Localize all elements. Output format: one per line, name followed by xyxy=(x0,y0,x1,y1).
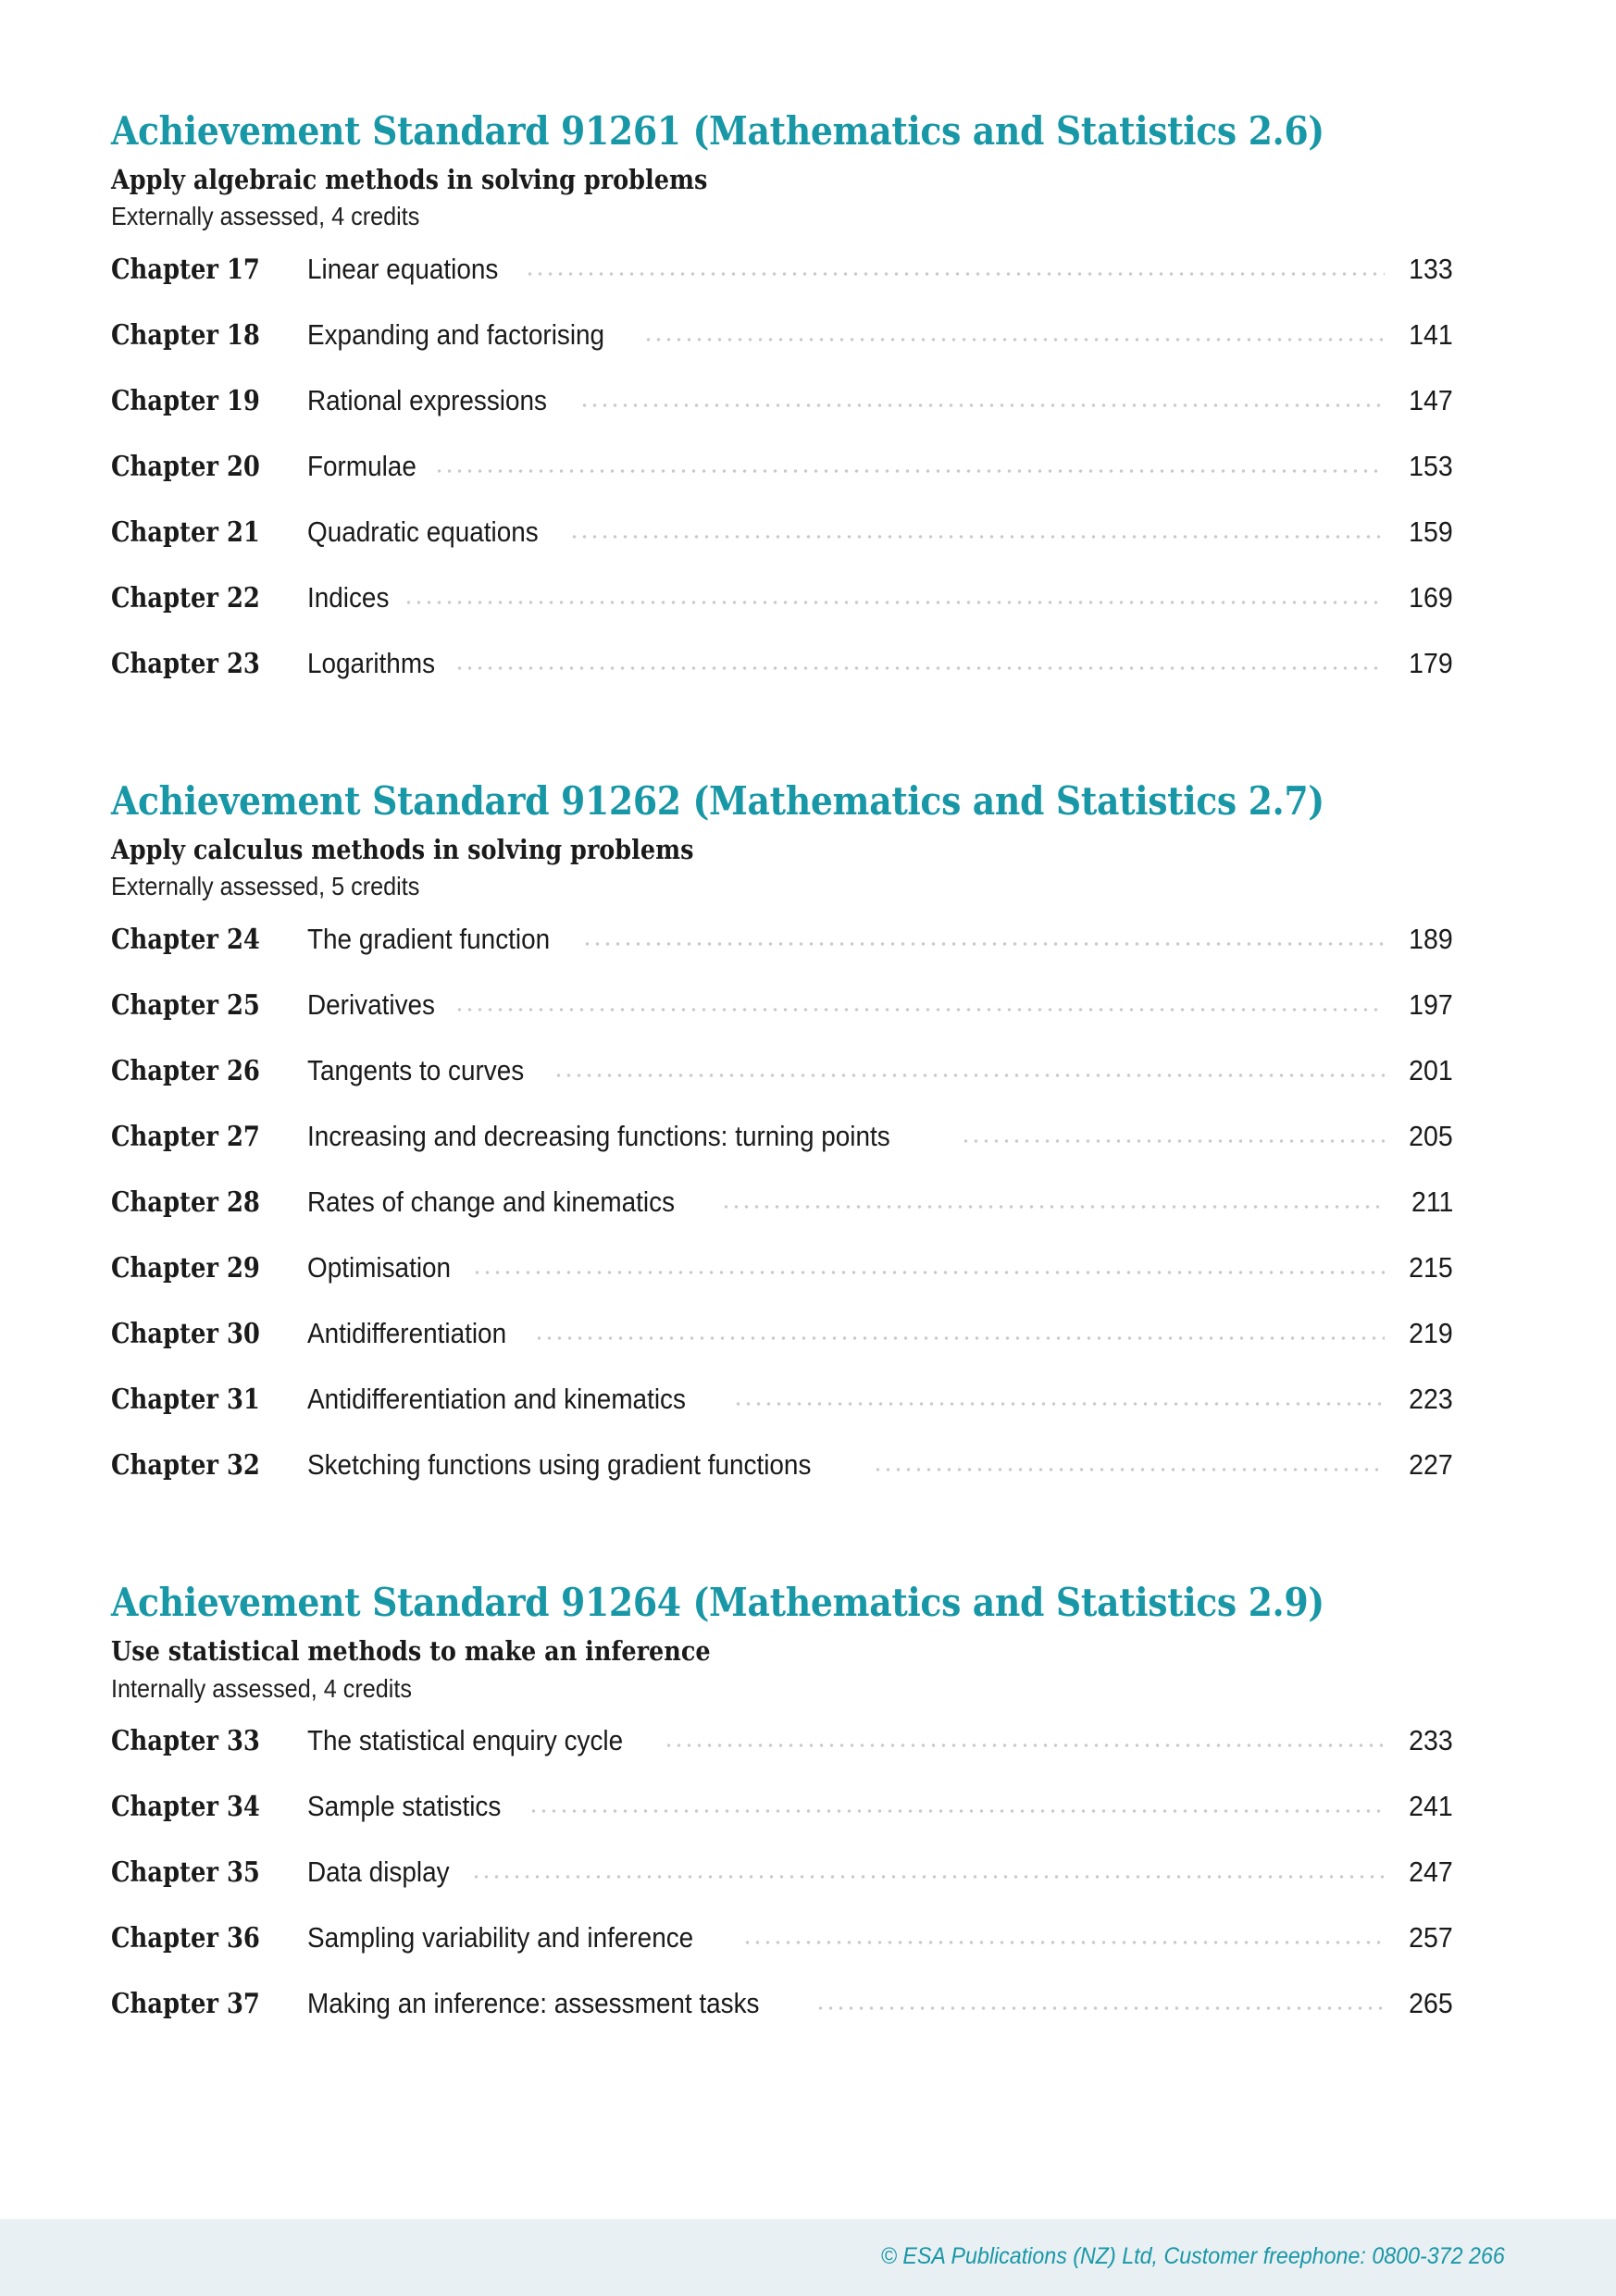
chapter-page-number: 257 xyxy=(1409,1921,1453,1955)
page-footer xyxy=(0,2219,1616,2296)
chapter-title: The statistical enquiry cycle xyxy=(307,1724,624,1757)
dot-leader xyxy=(534,1328,1385,1343)
chapter-row[interactable] xyxy=(111,1185,1453,1251)
chapter-row[interactable] xyxy=(111,253,1453,318)
chapter-row[interactable] xyxy=(111,1448,1453,1514)
section-heading: Achievement Standard 91261 (Mathematics and Statistics 2.6) xyxy=(111,108,1324,154)
chapter-row[interactable] xyxy=(111,1317,1453,1383)
achievement-standard-section xyxy=(111,108,1453,713)
chapter-title: Expanding and factorising xyxy=(307,318,605,352)
chapter-title: Antidifferentiation and kinematics xyxy=(307,1383,686,1416)
chapter-row[interactable] xyxy=(111,1383,1453,1448)
chapter-row[interactable] xyxy=(111,1921,1453,1987)
chapter-number: Chapter 25 xyxy=(111,989,260,1023)
chapter-title: Making an inference: assessment tasks xyxy=(307,1987,760,2020)
chapter-page-number: 211 xyxy=(1411,1185,1453,1219)
chapter-number: Chapter 17 xyxy=(111,254,260,287)
chapter-page-number: 233 xyxy=(1409,1724,1453,1757)
chapter-row[interactable] xyxy=(111,384,1453,450)
chapter-title: Tangents to curves xyxy=(307,1054,525,1087)
chapter-page-number: 197 xyxy=(1409,988,1453,1022)
section-subtitle: Apply algebraic methods in solving problems xyxy=(111,164,708,196)
chapter-row[interactable] xyxy=(111,988,1453,1054)
chapter-row[interactable] xyxy=(111,450,1453,515)
chapter-title: Rational expressions xyxy=(307,384,547,417)
dot-leader xyxy=(525,264,1385,279)
chapter-row[interactable] xyxy=(111,515,1453,581)
chapter-number: Chapter 33 xyxy=(111,1725,260,1758)
chapter-page-number: 141 xyxy=(1409,318,1453,352)
dot-leader xyxy=(961,1131,1385,1146)
chapter-title: Quadratic equations xyxy=(307,515,539,549)
chapter-row[interactable] xyxy=(111,647,1453,713)
dot-leader xyxy=(664,1735,1385,1750)
chapter-page-number: 265 xyxy=(1409,1987,1453,2020)
dot-leader xyxy=(742,1932,1385,1947)
section-credits: Externally assessed, 5 credits xyxy=(111,872,420,901)
section-heading: Achievement Standard 91262 (Mathematics and Statistics 2.7) xyxy=(111,778,1324,825)
dot-leader xyxy=(569,527,1385,541)
chapter-number: Chapter 26 xyxy=(111,1055,260,1088)
dot-leader xyxy=(643,329,1385,344)
chapter-number: Chapter 29 xyxy=(111,1252,260,1285)
chapter-number: Chapter 34 xyxy=(111,1791,260,1824)
chapter-page-number: 153 xyxy=(1409,450,1453,483)
chapter-list xyxy=(111,923,1453,1514)
chapter-row[interactable] xyxy=(111,923,1453,988)
chapter-title: Linear equations xyxy=(307,253,499,286)
section-subtitle: Use statistical methods to make an inference xyxy=(111,1635,711,1668)
chapter-number: Chapter 36 xyxy=(111,1922,260,1955)
chapter-page-number: 219 xyxy=(1409,1317,1453,1350)
chapter-page-number: 241 xyxy=(1409,1790,1453,1823)
chapter-number: Chapter 24 xyxy=(111,924,260,957)
chapter-title: Data display xyxy=(307,1855,450,1889)
chapter-title: Antidifferentiation xyxy=(307,1317,507,1350)
chapter-page-number: 205 xyxy=(1409,1120,1453,1153)
chapter-title: The gradient function xyxy=(307,923,551,956)
chapter-title: Derivatives xyxy=(307,988,435,1022)
chapter-number: Chapter 23 xyxy=(111,648,260,681)
section-heading: Achievement Standard 91264 (Mathematics and Statistics 2.9) xyxy=(111,1580,1324,1626)
dot-leader xyxy=(579,395,1385,410)
chapter-page-number: 133 xyxy=(1409,253,1453,286)
chapter-title: Logarithms xyxy=(307,647,436,680)
chapter-number: Chapter 18 xyxy=(111,319,260,353)
dot-leader xyxy=(528,1801,1385,1816)
chapter-title: Sample statistics xyxy=(307,1790,502,1823)
dot-leader xyxy=(454,658,1385,673)
dot-leader xyxy=(471,1867,1385,1881)
section-credits: Internally assessed, 4 credits xyxy=(111,1673,412,1703)
table-of-contents xyxy=(111,108,1453,2053)
chapter-number: Chapter 32 xyxy=(111,1449,260,1483)
chapter-page-number: 159 xyxy=(1409,515,1453,549)
dot-leader xyxy=(815,1998,1385,2013)
chapter-row[interactable] xyxy=(111,1120,1453,1185)
section-credits: Externally assessed, 4 credits xyxy=(111,202,420,231)
chapter-list xyxy=(111,1724,1453,2053)
dot-leader xyxy=(733,1394,1385,1409)
chapter-number: Chapter 30 xyxy=(111,1318,260,1351)
chapter-title: Rates of change and kinematics xyxy=(307,1185,676,1219)
chapter-number: Chapter 27 xyxy=(111,1121,260,1154)
chapter-number: Chapter 22 xyxy=(111,582,260,615)
chapter-page-number: 215 xyxy=(1409,1251,1453,1285)
section-subtitle: Apply calculus methods in solving problems xyxy=(111,834,694,866)
chapter-row[interactable] xyxy=(111,1724,1453,1790)
dot-leader xyxy=(434,461,1385,476)
dot-leader xyxy=(472,1262,1385,1277)
chapter-row[interactable] xyxy=(111,1855,1453,1921)
chapter-row[interactable] xyxy=(111,1987,1453,2053)
chapter-title: Formulae xyxy=(307,450,416,483)
achievement-standard-section xyxy=(111,1582,1453,2053)
chapter-page-number: 227 xyxy=(1409,1448,1453,1482)
dot-leader xyxy=(582,934,1385,949)
chapter-page-number: 169 xyxy=(1409,581,1453,614)
chapter-title: Sampling variability and inference xyxy=(307,1921,694,1955)
chapter-number: Chapter 35 xyxy=(111,1856,260,1890)
chapter-row[interactable] xyxy=(111,1790,1453,1855)
dot-leader xyxy=(454,999,1385,1014)
chapter-page-number: 247 xyxy=(1409,1855,1453,1889)
chapter-page-number: 147 xyxy=(1409,384,1453,417)
chapter-row[interactable] xyxy=(111,1054,1453,1120)
chapter-number: Chapter 37 xyxy=(111,1988,260,2021)
chapter-number: Chapter 31 xyxy=(111,1384,260,1417)
dot-leader xyxy=(404,592,1385,607)
chapter-row[interactable] xyxy=(111,1251,1453,1317)
footer-copyright: © ESA Publications (NZ) Ltd, Customer freephone: 0800-372 266 xyxy=(880,2243,1505,2269)
chapter-number: Chapter 21 xyxy=(111,516,260,550)
achievement-standard-section xyxy=(111,778,1453,1514)
chapter-number: Chapter 28 xyxy=(111,1186,260,1220)
chapter-row[interactable] xyxy=(111,318,1453,384)
dot-leader xyxy=(721,1197,1385,1211)
dot-leader xyxy=(873,1459,1385,1474)
chapter-page-number: 179 xyxy=(1409,647,1453,680)
chapter-title: Increasing and decreasing functions: turning points xyxy=(307,1120,890,1153)
chapter-list xyxy=(111,253,1453,713)
chapter-title: Sketching functions using gradient functions xyxy=(307,1448,812,1482)
chapter-number: Chapter 19 xyxy=(111,385,260,418)
chapter-title: Indices xyxy=(307,581,390,614)
chapter-page-number: 201 xyxy=(1409,1054,1453,1087)
chapter-number: Chapter 20 xyxy=(111,451,260,484)
chapter-page-number: 223 xyxy=(1409,1383,1453,1416)
dot-leader xyxy=(553,1065,1385,1080)
chapter-page-number: 189 xyxy=(1409,923,1453,956)
chapter-row[interactable] xyxy=(111,581,1453,647)
chapter-title: Optimisation xyxy=(307,1251,452,1285)
